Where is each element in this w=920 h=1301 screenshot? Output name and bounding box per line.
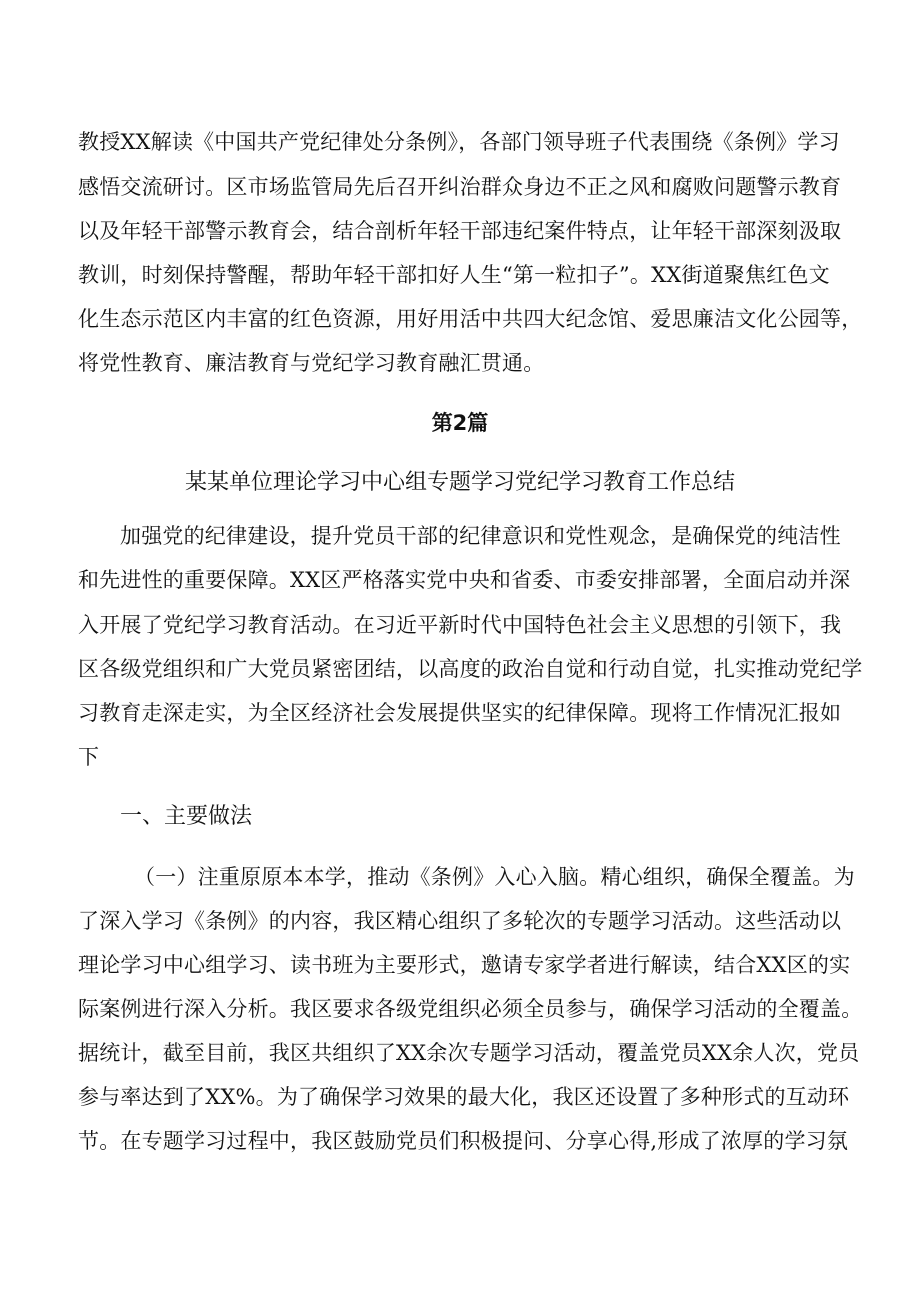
paragraph-3-line: 了深入学习《条例》的内容，我区精心组织了多轮次的专题学习活动。这些活动以 [78, 909, 842, 933]
section-heading: 一、主要做法 [120, 804, 253, 829]
paragraph-2-line: 和先进性的重要保障。XX区严格落实党中央和省委、市委安排部署，全面启动并深 [78, 568, 851, 592]
paragraph-3-line: （一）注重原原本本学，推动《条例》入心入脑。精心组织，确保全覆盖。为 [134, 865, 855, 889]
paragraph-3-line: 理论学习中心组学习、读书班为主要形式，邀请专家学者进行解读，结合XX区的实 [78, 953, 851, 977]
paragraph-3-line: 据统计，截至目前，我区共组织了XX余次专题学习活动，覆盖党员XX余人次，党员 [78, 1041, 860, 1065]
paragraph-1-line: 将党性教育、廉洁教育与党纪学习教育融汇贯通。 [78, 351, 545, 375]
paragraph-1-line: 教训，时刻保持警醒，帮助年轻干部扣好人生“第一粒扣子”。XX街道聚焦红色文 [78, 263, 830, 287]
document-title: 某某单位理论学习中心组专题学习党纪学习教育工作总结 [184, 470, 735, 495]
paragraph-3-line: 际案例进行深入分析。我区要求各级党组织必须全员参与，确保学习活动的全覆盖。 [78, 997, 863, 1021]
paragraph-3-line: 节。在专题学习过程中，我区鼓励党员们积极提问、分享心得,形成了浓厚的学习氛 [78, 1129, 849, 1153]
section-number: 第2篇 [431, 411, 489, 435]
paragraph-1-line: 以及年轻干部警示教育会，结合剖析年轻干部违纪案件特点，让年轻干部深刻汲取 [78, 219, 842, 243]
paragraph-1-line: 教授XX解读《中国共产党纪律处分条例》，各部门领导班子代表围绕《条例》学习 [78, 130, 840, 154]
paragraph-1-line: 感悟交流研讨。区市场监管局先后召开纠治群众身边不正之风和腐败问题警示教育 [78, 175, 842, 199]
paragraph-2-line: 入开展了党纪学习教育活动。在习近平新时代中国特色社会主义思想的引领下，我 [78, 613, 842, 637]
paragraph-3-line: 参与率达到了XX%。为了确保学习效果的最大化，我区还设置了多种形式的互动环 [78, 1085, 850, 1109]
paragraph-1-line: 化生态示范区内丰富的红色资源，用好用活中共四大纪念馆、爱思廉洁文化公园等， [78, 307, 863, 331]
paragraph-2-line: 习教育走深走实，为全区经济社会发展提供坚实的纪律保障。现将工作情况汇报如 [78, 701, 842, 725]
paragraph-2-line: 加强党的纪律建设，提升党员干部的纪律意识和党性观念，是确保党的纯洁性 [120, 524, 841, 548]
paragraph-2-line: 下 [78, 745, 100, 769]
paragraph-2-line: 区各级党组织和广大党员紧密团结，以高度的政治自觉和行动自觉，扎实推动党纪学 [78, 657, 863, 681]
